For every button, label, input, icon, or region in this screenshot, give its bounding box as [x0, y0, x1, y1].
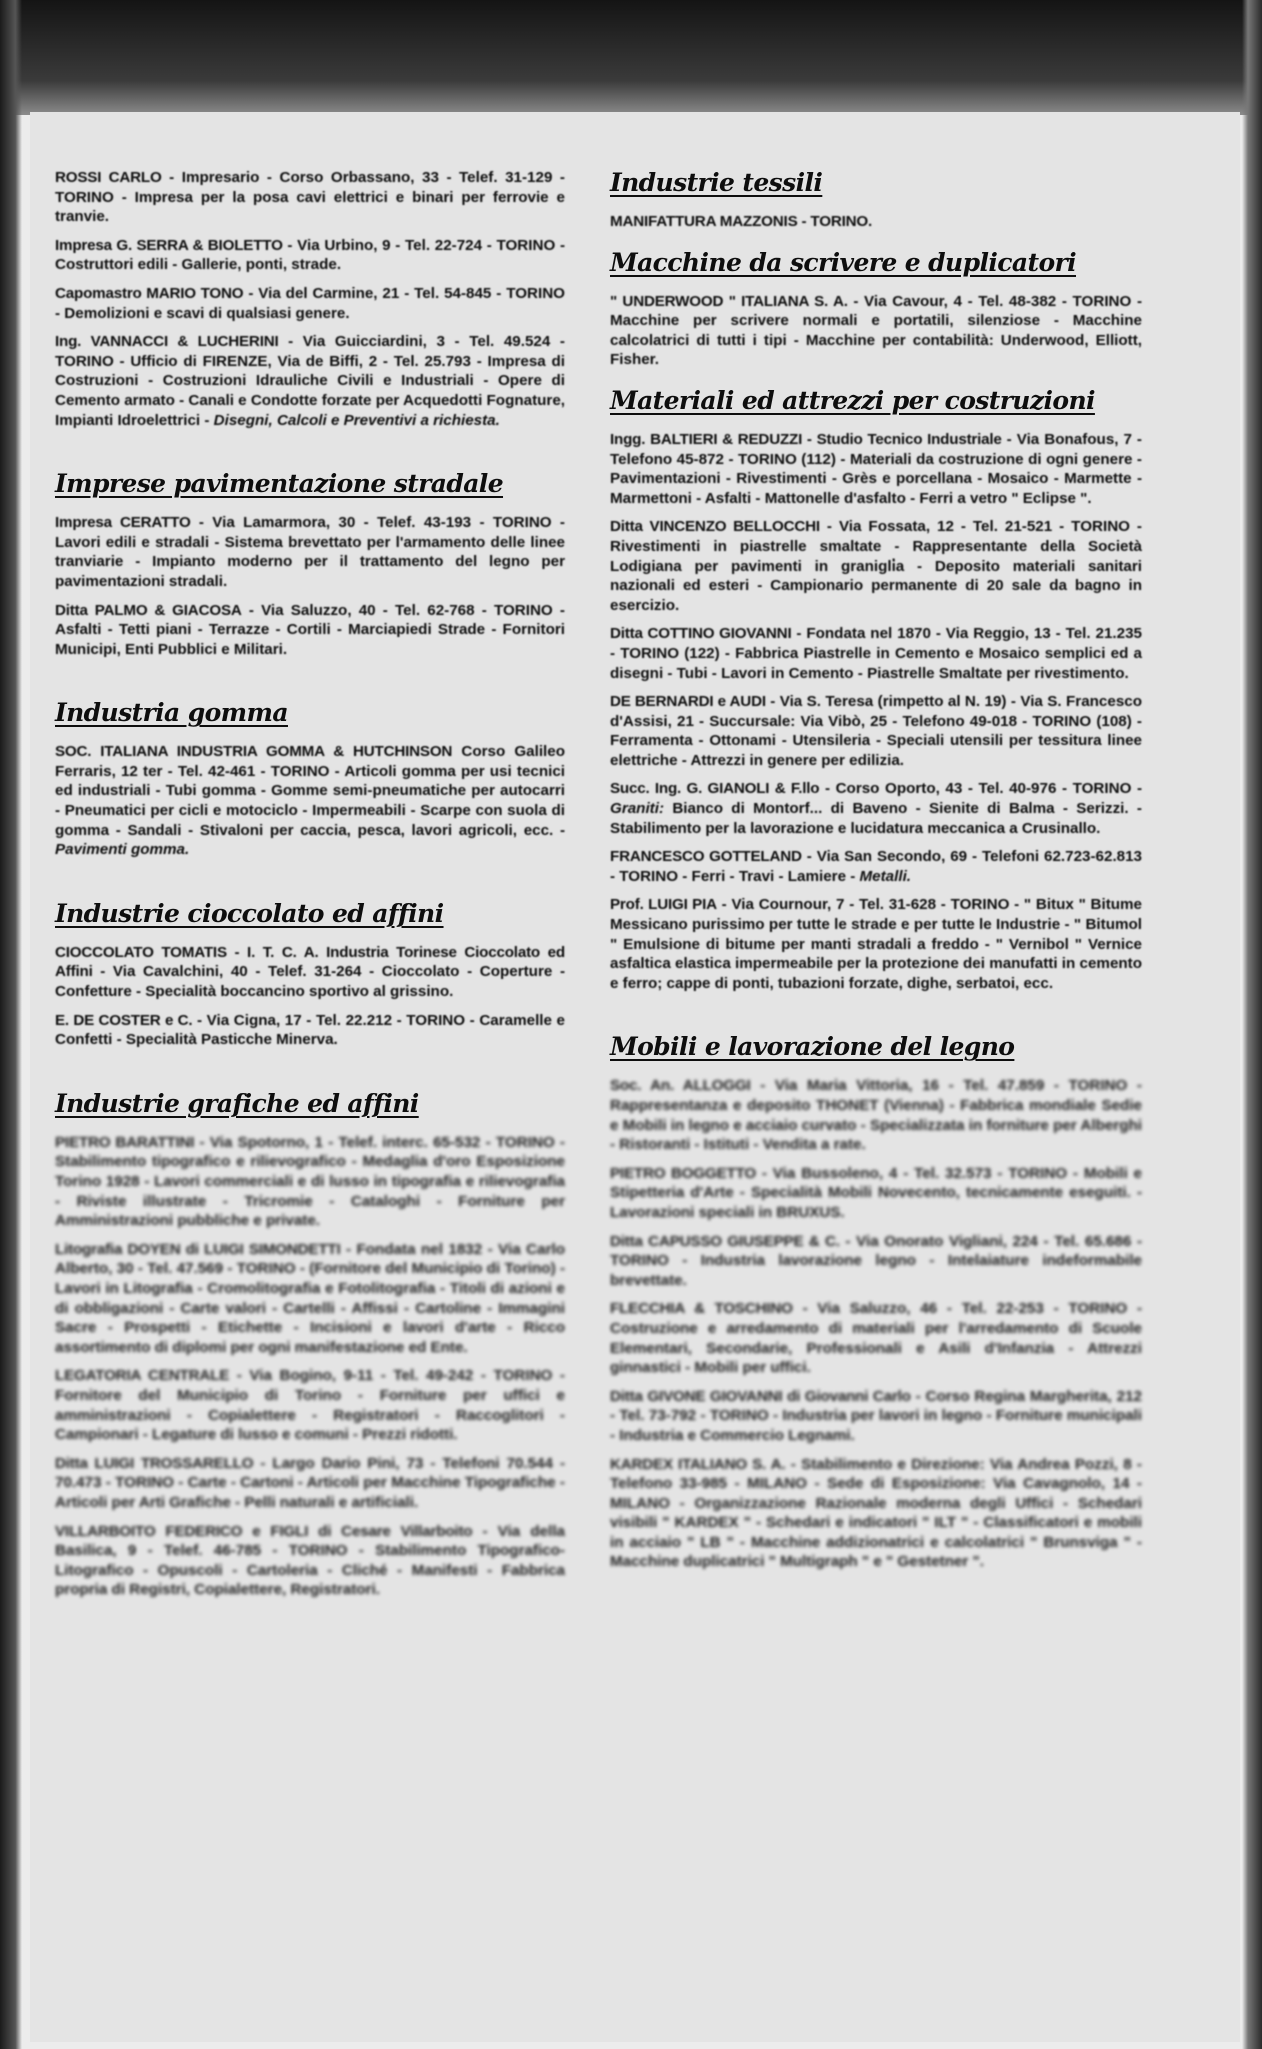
rubber-block	[55, 742, 565, 860]
entry-rossi: ROSSI CARLO - Impresario - Corso Orbassano, 33 - Telef. 31-129 - TORINO - Impresa per la posa cavi elettrici e binari per ferrovie e tranvie.	[55, 169, 565, 226]
entry-tomatis: CIOCCOLATO TOMATIS - I. T. C. A. Industria Torinese Cioccolato ed Affini - Via Cavalchini, 40 - Telef. 31-264 - Cioccolato - Coperture - Confetture - Specialità boccancino sportivo al grissino.	[55, 943, 565, 1001]
entry-gotteland: FRANCESCO GOTTELAND - Via San Secondo, 69 - Telefoni 62.723-62.813 - TORINO - Ferri - Travi - Lamiere - Metalli.	[610, 848, 1142, 885]
entry-underwood: " UNDERWOOD " ITALIANA S. A. - Via Cavour, 4 - Tel. 48-382 - TORINO - Macchine per scrivere normali e portatili, silenziose - Macchine calcolatrici di tutti i tipi - Macchine per contabilità: Underwood, Elliott, Fisher.	[610, 292, 1142, 369]
entry-alloggi: Soc. An. ALLOGGI - Via Maria Vittoria, 16 - Tel. 47.859 - TORINO - Rappresentanza e deposito THONET (Vienna) - Fabbrica mondiale Sedie e Mobili in legno e acciaio curvato - Specializzata in forniture per Alberghi - Ristoranti - Istituti - Vendita a rate.	[610, 1077, 1142, 1154]
heading-road-paving: Imprese pavimentazione stradale	[55, 469, 504, 499]
entry-flecchia: FLECCHIA & TOSCHINO - Via Saluzzo, 46 - Tel. 22-253 - TORINO - Costruzione e arredamento di materiali per l'arredamento di Scuole Elementari, Secondarie, Professionali e Asili d'Infanzia - Attrezzi ginnastici - Mobili per uffici.	[610, 1300, 1143, 1377]
heading-chocolate: Industrie cioccolato ed affini	[55, 898, 444, 928]
entry-kardex: KARDEX ITALIANO S. A. - Stabilimento e Direzione: Via Andrea Pozzi, 8 - Telefono 33-985 - MILANO - Sede di Esposizione: Via Cavagnolo, 14 - MILANO - Organizzazione Razionale moderna degli Uffici - Schedari visibili " KARDEX " - Schedari e indicatori " ILT " - Classificatori e mobili in acciaio " LB " - Macchine addizionatrici e calcolatrici " Brunsviga " - Macchine duplicatrici " Multigraph " e " Gestetner ".	[610, 1455, 1142, 1571]
entry-pia: Prof. LUIGI PIA - Via Cournour, 7 - Tel. 31-628 - TORINO - " Bitux " Bitume Messicano purissimo per tutte le strade e per tutte le Industrie - " Bitumol " Emulsione di bitume per manti stradali a freddo - " Vernibol " Vernice asfaltica elastica impermeabile per la protezione dei manufatti in cemento e ferro; cappe di ponti, tubazioni forzate, dighe, serbatoi, ecc.	[610, 896, 1143, 992]
materials-block	[610, 430, 1142, 993]
entry-legatoria: LEGATORIA CENTRALE - Via Bogino, 9-11 - Tel. 49-242 - TORINO - Fornitore del Municipio di Torino - Forniture per uffici e amministrazioni - Copialettere - Registratori - Raccoglitori - Campionari - Legature di lusso e comuni - Prezzi ridotti.	[55, 1367, 565, 1444]
graphic-block	[55, 1133, 565, 1600]
heading-rubber: Industria gomma	[55, 698, 288, 728]
entry-mazzonis: MANIFATTURA MAZZONIS - TORINO.	[610, 213, 873, 230]
entry-tono: Capomastro MARIO TONO - Via del Carmine, 21 - Tel. 54-845 - TORINO - Demolizioni e scavi di qualsiasi genere.	[55, 284, 565, 322]
left-column	[55, 168, 565, 1609]
contractors-block	[55, 168, 565, 430]
heading-furniture: Mobili e lavorazione del legno	[610, 1032, 1015, 1062]
entry-boggetto: PIETRO BOGGETTO - Via Bussoleno, 4 - Tel. 32.573 - TORINO - Mobili e Stipetteria d'Arte - Specialità Mobili Novecento, tecnicamente eseguiti. - Lavorazioni speciali in BRUXUS.	[610, 1164, 1142, 1221]
heading-textile: Industrie tessili	[610, 168, 823, 197]
entry-barattini: PIETRO BARATTINI - Via Spotorno, 1 - Telef. interc. 65-532 - TORINO - Stabilimento tipografico e rilievografico - Medaglia d'oro Esposizione Torino 1928 - Lavori commerciali e di lusso in tipografia e rilievografia - Riviste illustrate - Tricromie - Cataloghi - Forniture per Amministrazioni pubbliche e private.	[55, 1133, 565, 1230]
heading-typewriters: Macchine da scrivere e duplicatori	[610, 247, 1076, 277]
scan-left-edge	[0, 0, 22, 2049]
textile-block	[610, 212, 1142, 232]
heading-graphic: Industrie grafiche ed affini	[55, 1088, 419, 1118]
entry-givone: Ditta GIVONE GIOVANNI di Giovanni Carlo - Corso Regina Margherita, 212 - Tel. 73-792 - TORINO - Industria per lavori in legno - Forniture municipali - Industria e Commercio Legnami.	[610, 1387, 1143, 1444]
entry-villarboito: VILLARBOITO FEDERICO e FIGLI di Cesare Villarboito - Via della Basilica, 9 - Telef. 46-785 - TORINO - Stabilimento Tipografico-Litografico - Opuscoli - Cartoleria - Cliché - Manifesti - Fabbrica propria di Registri, Copialettere, Registratori.	[55, 1522, 565, 1599]
furniture-block	[610, 1076, 1142, 1572]
entry-bellocchi: Ditta VINCENZO BELLOCCHI - Via Fossata, 12 - Tel. 21-521 - TORINO - Rivestimenti in piastrelle smaltate - Rappresentante della Società Lodigiana per pavimenti in granigli̇a - Deposito materiali sanitari nazionali ed esteri - Campionario permanente di 20 sale da bagno in esercizio.	[610, 518, 1142, 614]
right-column	[610, 168, 1142, 1581]
entry-trossarello: Ditta LUIGI TROSSARELLO - Largo Dario Pini, 73 - Telefoni 70.544 - 70.473 - TORINO - Carte - Cartoni - Articoli per Macchine Tipografiche - Articoli per Arti Grafiche - Pelli naturali e artificiali.	[55, 1454, 565, 1511]
road-block	[55, 513, 565, 659]
entry-palmo: Ditta PALMO & GIACOSA - Via Saluzzo, 40 - Tel. 62-768 - TORINO - Asfalti - Tetti piani - Terrazze - Cortili - Marciapiedi Strade - Fornitori Municipi, Enti Pubblici e Militari.	[55, 601, 565, 658]
entry-de-coster: E. DE COSTER e C. - Via Cigna, 17 - Tel. 22.212 - TORINO - Caramelle e Confetti - Specialità Pasticche Minerva.	[55, 1011, 565, 1049]
entry-cottino: Ditta COTTINO GIOVANNI - Fondata nel 1870 - Via Reggio, 13 - Tel. 21.235 - TORINO (122) - Fabbrica Piastrelle in Cemento e Mosaico semplici ed a disegni - Tubi - Lavori in Cemento - Piastrelle Smaltate per rivestimento.	[610, 625, 1142, 682]
chocolate-block	[55, 943, 565, 1050]
scan-top-border	[0, 0, 1262, 115]
entry-capusso: Ditta CAPUSSO GIUSEPPE & C. - Via Onorato Vigliani, 224 - Tel. 65.686 - TORINO - Industria lavorazione legno - Intelaiature indeformabile brevettate.	[610, 1232, 1143, 1289]
entry-doyen: Litografia DOYEN di LUIGI SIMONDETTI - Fondata nel 1832 - Via Carlo Alberto, 30 - Tel. 47.569 - TORINO - (Fornitore del Municipio di Torino) - Lavori in Litografia - Cromolitografia e Fotolitografia - Titoli di azioni e di obbligazioni - Carte valori - Cartelli - Affissi - Cartoline - Immagini Sacre - Prospetti - Etichette - Incisioni e lavori d'arte - Ricco assortimento di diplomi per ogni manifestazione ed Ente.	[55, 1240, 565, 1356]
entry-gianoli: Succ. Ing. G. GIANOLI & F.llo - Corso Oporto, 43 - Tel. 40-976 - TORINO - Graniti: Bianco di Montorf... di Baveno - Sienite di Balma - Serizzi. - Stabilimento per la lavorazione e lucidatura meccanica a Crusinallo.	[610, 780, 1143, 837]
scan-right-edge	[1242, 0, 1262, 2049]
entry-vannacci: Ing. VANNACCI & LUCHERINI - Via Guicciardini, 3 - Tel. 49.524 - TORINO - Ufficio di FIRENZE, Via de Biffi, 2 - Tel. 25.793 - Impresa di Costruzioni - Costruzioni Idrauliche Civili e Industriali - Opere di Cemento armato - Canali e Condotte forzate per Acquedotti Fognature, Impianti Idroelettrici - Disegni, Calcoli e Preventivi a richiesta.	[55, 333, 565, 429]
entry-de-bernardi: DE BERNARDI e AUDI - Via S. Teresa (rimpetto al N. 19) - Via S. Francesco d'Assisi, 21 - Succursale: Via Vibò, 25 - Telefono 49-018 - TORINO (108) - Ferramenta - Ottonami - Utensileria - Speciali utensili per tessitura linee elettriche - Attrezzi in genere per edilizia.	[610, 693, 1142, 769]
entry-serra: Impresa G. SERRA & BIOLETTO - Via Urbino, 9 - Tel. 22-724 - TORINO - Costruttori edili - Gallerie, ponti, strade.	[55, 236, 565, 274]
typewriters-block	[610, 292, 1142, 370]
entry-ceratto: Impresa CERATTO - Via Lamarmora, 30 - Telef. 43-193 - TORINO - Lavori edili e stradali - Sistema brevettato per l'armamento delle linee tranviarie - Impianto moderno per il trattamento del legno per pavimentazioni stradali.	[55, 514, 565, 590]
entry-baltieri: Ingg. BALTIERI & REDUZZI - Studio Tecnico Industriale - Via Bonafous, 7 - Telefono 45-872 - TORINO (112) - Materiali da costruzione di ogni genere - Pavimentazioni - Rivestimenti - Grès e porcellana - Mosaico - Marmette - Marmettoni - Asfalti - Mattonelle d'asfalto - Ferri a vetro " Eclipse ".	[610, 430, 1142, 507]
heading-materials: Materiali ed attrezzi per costruzioni	[610, 385, 1095, 415]
entry-hutchinson: SOC. ITALIANA INDUSTRIA GOMMA & HUTCHINSON Corso Galileo Ferraris, 12 ter - Tel. 42-461 - TORINO - Articoli gomma per usi tecnici ed industriali - Tubi gomma - Gomme semi-pneumatiche per autocarri - Pneumatici per cicli e motociclo - Impermeabili - Scarpe con suola di gomma - Sandali - Stivaloni per caccia, pesca, lavori agricoli, ecc. - Pavimenti gomma.	[55, 743, 565, 859]
